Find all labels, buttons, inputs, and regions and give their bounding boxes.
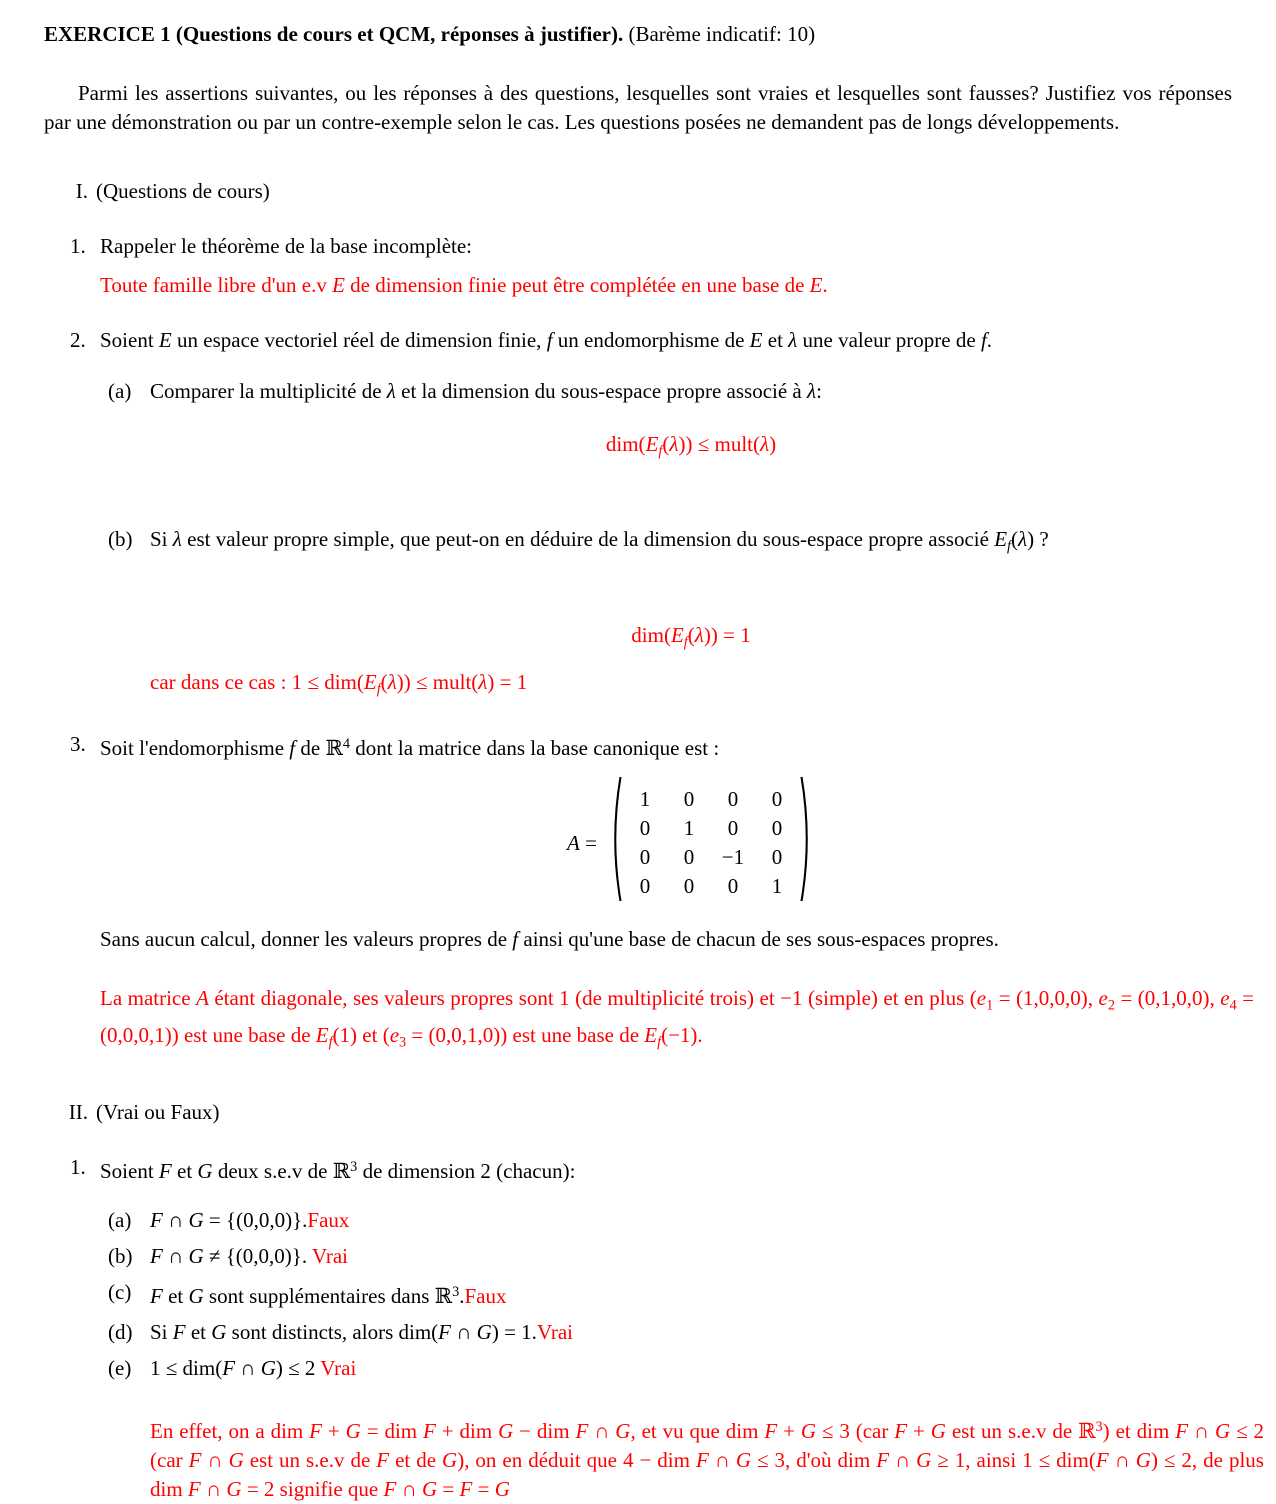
equation-dim-equals-1: $dim(E_f(\lambda)) = 1$ [631,623,751,651]
section-ii-question-1-text: Soient F et G deux s.e.v de ℝ$^3$ de dimension 2 (chacun): [100,1158,576,1183]
question-3-label: 3. [70,732,86,757]
question-2b [44,525,1232,562]
question-3 [44,730,1232,763]
tf-item-d [44,1318,1232,1347]
question-3-text: Soit l'endomorphisme f de ℝ$^4$ dont la matrice dans la base canonique est : [100,736,720,761]
section-ii-question-1-label: 1. [70,1154,86,1179]
tf-item-b-label: (b) [108,1243,133,1268]
matrix-paren-left-icon [607,775,623,911]
tf-item-c-text: F et G sont supplémentaires dans ℝ$^3$.Faux [150,1283,507,1308]
exercise-title-bold: EXERCICE 1 (Questions de cours et QCM, réponses à justifier). [44,22,624,46]
matrix-cell: 0 [771,787,783,812]
matrix-cell: 0 [771,845,783,870]
section-i-heading [44,177,1232,206]
question-1-text: Rappeler le théorème de la base incomplète: [100,234,473,258]
matrix-cell: 0 [639,816,651,841]
tf-item-a [44,1206,1232,1235]
matrix-cell: −1 [721,845,745,870]
question-2a-label: (a) [108,379,132,403]
tf-item-b [44,1242,1232,1271]
matrix-cell: 0 [683,845,695,870]
question-1-label: 1. [70,234,86,258]
matrix-cell: 0 [727,816,739,841]
exercise-title [44,20,1232,49]
question-2b-text: Si λ est valeur propre simple, que peut-on en déduire de la dimension du sous-espace propre associé $E_f(\lambda)$ ? [150,526,1049,555]
matrix-lhs: A = [567,830,597,855]
answer-1: Toute famille libre d'un e.v E de dimension finie peut être complétée en une base de E. [100,273,828,297]
tf-item-e-label: (e) [108,1355,132,1380]
tf-item-a-text: F ∩ G = {(0,0,0)}.Faux [150,1207,350,1232]
matrix-paren-right-icon [799,775,815,911]
tf-item-b-text: F ∩ G ≠ {(0,0,0)}. Vrai [150,1243,349,1268]
tf-item-e-text: 1 ≤ dim(F ∩ G) ≤ 2 Vrai [150,1355,357,1380]
question-2-text: Soient E un espace vectoriel réel de dimension finie, f un endomorphisme de E et λ une valeur propre de f. [100,328,993,352]
matrix-cell: 1 [683,816,695,841]
section-ii-title: (Vrai ou Faux) [96,1099,220,1124]
question-2 [44,326,1232,355]
exercise-title-bareme: (Barème indicatif: 10) [623,22,816,46]
equation-dim-leq-mult: $dim(E_f(\lambda))$ ≤ mult(λ) [605,432,777,460]
tf-item-d-label: (d) [108,1319,133,1344]
section-ii-question-1 [44,1153,1232,1186]
matrix-row [623,814,799,843]
section-ii-label: II. [68,1099,88,1124]
matrix-cell: 0 [727,787,739,812]
matrix-row [623,843,799,872]
section-i-label: I. [75,179,88,203]
matrix-cell: 0 [639,845,651,870]
question-3-prompt: Sans aucun calcul, donner les valeurs propres de f ainsi qu'une base de chacun de ses sous-espaces propres. [100,927,999,952]
matrix-cell: 0 [639,874,651,899]
tf-item-c [44,1278,1232,1311]
tf-item-c-label: (c) [108,1279,132,1304]
matrix-cell: 0 [771,816,783,841]
question-2a-text: Comparer la multiplicité de λ et la dimension du sous-espace propre associé à λ: [150,379,822,403]
question-2b-label: (b) [108,526,133,551]
tf-item-d-text: Si F et G sont distincts, alors dim(F ∩ G) = 1.Vrai [150,1319,573,1344]
matrix-A [623,785,799,901]
tf-item-a-label: (a) [108,1207,132,1232]
section-i-title: (Questions de cours) [96,179,270,203]
matrix-row [623,872,799,901]
matrix-cell: 1 [771,874,783,899]
matrix-row [623,785,799,814]
matrix-cell: 0 [683,787,695,812]
section-ii-heading [44,1098,1232,1127]
intro-paragraph: Parmi les assertions suivantes, ou les réponses à des questions, lesquelles sont vraies et lesquelles sont fausses? Justifiez vos réponses par une démonstration ou par un contre-exemple selon le cas. Les questions posées ne demandent pas de longs développements. [44,81,1232,134]
question-2-label: 2. [70,328,86,352]
answer-2b-note: car dans ce cas : $1 \le dim(E_f(\lambda))$ ≤ mult(λ) = 1 [150,669,528,698]
tf-item-e [44,1354,1232,1383]
matrix-cell: 1 [639,787,651,812]
question-1 [44,232,1232,261]
final-justification: En effet, on a dim F + G = dim F + dim G − dim F ∩ G, et vu que dim F + G ≤ 3 (car F + G est un s.e.v de ℝ$^3$) et dim F ∩ G ≤ 2 (car F ∩ G est un s.e.v de F et de G), on en déduit que 4 − dim F ∩ G ≤ 3, d'où dim F ∩ G ≥ 1, ainsi 1 ≤ dim(F ∩ G) ≤ 2, de plus dim F ∩ G = 2 signifie que F ∩ G = F = G [150,1418,1264,1501]
question-2a [44,377,1232,406]
matrix-equation [150,775,1232,911]
matrix-cell: 0 [727,874,739,899]
answer-3: La matrice A étant diagonale, ses valeurs propres sont 1 (de multiplicité trois) et −1 (simple) et en plus ($e_1 = (1,0,0,0)$, $e_2 = (0,1,0,0)$, $e_4 = (0,0,0,1)$) est une base de $E_f(1)$ et $(e_3 = (0,0,1,0))$ est une base de $E_f(-1)$. [100,986,1255,1051]
matrix-cell: 0 [683,874,695,899]
